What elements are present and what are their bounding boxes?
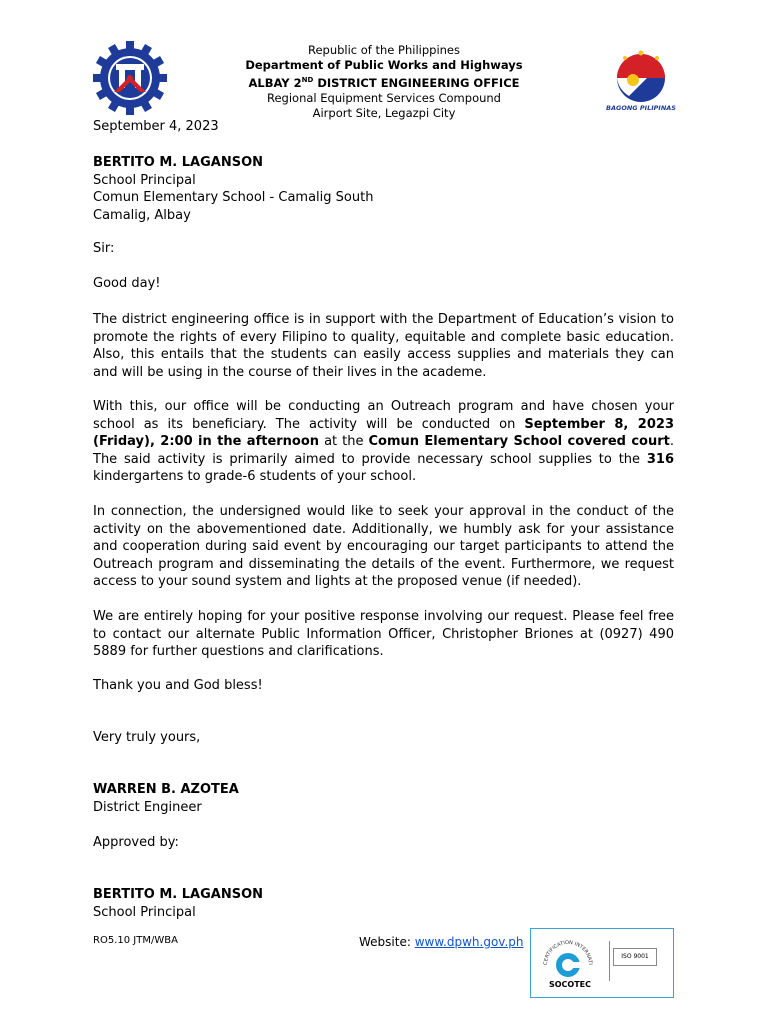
body-paragraph-2: With this, our office will be conducting an Outreach program and have chosen your school as its beneficiary. The activity will be conducted on September 8, 2023 (Friday), 2:00 in the afternoon at the Comun Elementary School covered court. The said activity is primarily aimed to provide necessary school supplies to the 316 kindergartens to grade-6 students of your school. [93, 399, 675, 484]
office-line: ALBAY 2ND DISTRICT ENGINEERING OFFICE [248, 75, 520, 90]
recipient-title: School Principal [93, 172, 196, 188]
website-link[interactable]: www.dpwh.gov.ph [414, 935, 524, 949]
socotec-certification-badge [530, 928, 674, 998]
salutation: Sir: [93, 241, 115, 256]
signatory-name: WARREN B. AZOTEA [93, 782, 239, 797]
dpwh-seal-logo [92, 40, 168, 116]
site-line: Airport Site, Legazpi City [312, 105, 456, 120]
letterhead [200, 43, 568, 121]
greeting: Good day! [93, 276, 161, 291]
cert-arc-text: CERTIFICATION INTERNATI [542, 939, 594, 966]
body-paragraph-4: We are entirely hoping for your positive response involving our request. Please feel free to contact our alternate Public Information Officer, Christopher Briones at (0927) 490 5889 for further questions and clarifications. [93, 609, 674, 659]
approver-title: School Principal [93, 905, 196, 920]
closing: Very truly yours, [93, 730, 201, 745]
website-line: Website: www.dpwh.gov.ph [359, 935, 524, 949]
cert-name: SOCOTEC [548, 980, 592, 989]
approver-name: BERTITO M. LAGANSON [93, 887, 264, 902]
signatory-title: District Engineer [93, 800, 202, 815]
compound-line: Regional Equipment Services Compound [267, 90, 501, 105]
recipient-name: BERTITO M. LAGANSON [93, 155, 264, 170]
recipient-school: Comun Elementary School - Camalig South [93, 190, 374, 205]
body-paragraph-3: In connection, the undersigned would like to seek your approval in the conduct of the activity on the abovementioned date. Additionally, we humbly ask for your assistance and cooperation during said event by encouraging our target participants to attend the Outreach program and disseminating the details of the event. Furthermore, we request access to your sound system and lights at the proposed venue (if needed). [93, 504, 674, 589]
bagong-pilipinas-caption: BAGONG PILIPINAS [606, 104, 676, 112]
republic-line: Republic of the Philippines [307, 43, 461, 57]
bagong-pilipinas-logo [603, 46, 679, 116]
bagong-pilipinas-emblem-icon [603, 46, 679, 104]
recipient-location: Camalig, Albay [93, 207, 191, 223]
thanks-line: Thank you and God bless! [93, 678, 263, 693]
approved-by-label: Approved by: [93, 835, 179, 850]
recipient-block [93, 154, 373, 224]
reference-code: RO5.10 JTM/WBA [93, 935, 178, 946]
letter-date: September 4, 2023 [93, 119, 219, 134]
body-paragraph-1: The district engineering office is in support with the Department of Education’s vision to promote the rights of every Filipino to quality, equitable and complete basic education. Also, this entails that the students can easily access supplies and materials they can and will be using in the course of their lives in the academe. [93, 312, 674, 380]
department-line: Department of Public Works and Highways [245, 58, 523, 72]
iso-label: ISO 9001 [613, 948, 657, 966]
